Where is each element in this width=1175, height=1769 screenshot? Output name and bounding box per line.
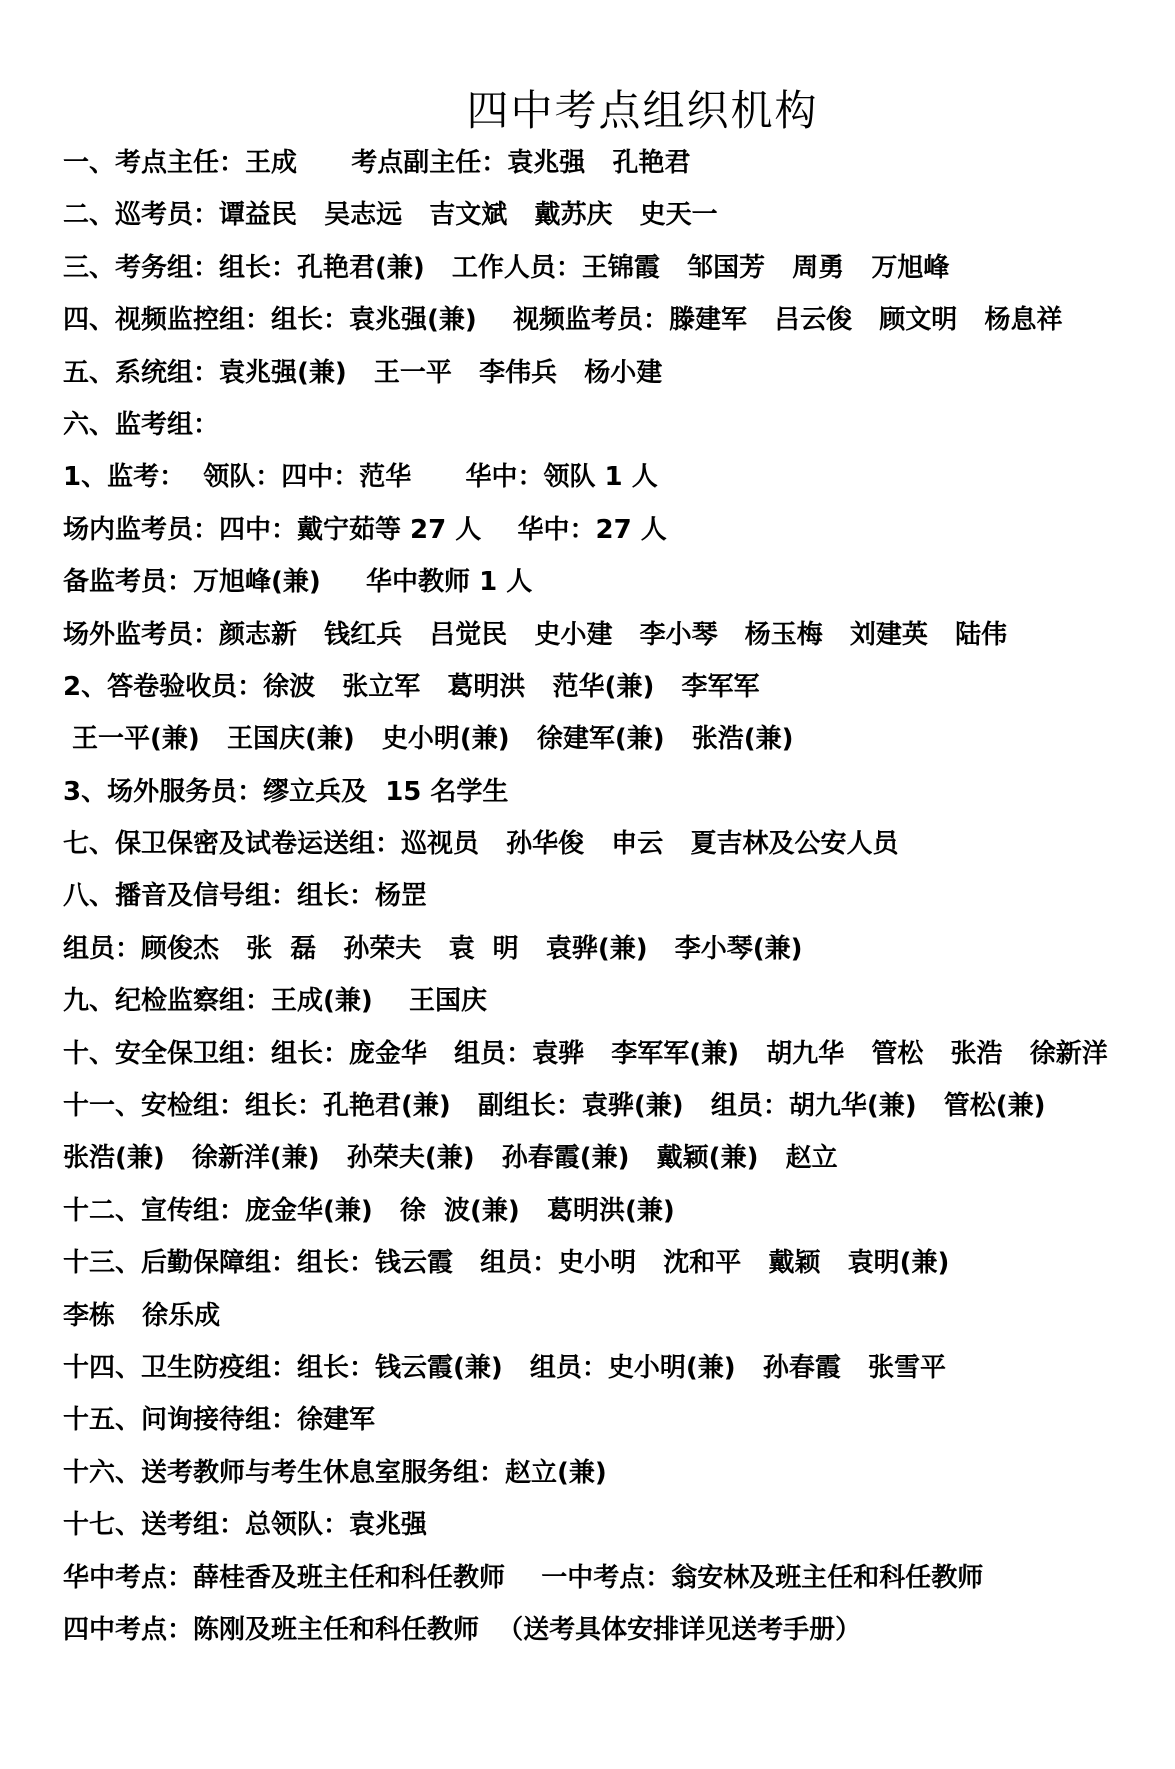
line-9: 备监考员：万旭峰(兼) 华中教师 1 人 <box>63 567 533 598</box>
line-24: 十四、卫生防疫组：组长：钱云霞(兼) 组员：史小明(兼) 孙春霞 张雪平 <box>63 1352 946 1383</box>
line-6: 六、监考组： <box>63 409 220 440</box>
line-29: 四中考点：陈刚及班主任和科任教师 （送考具体安排详见送考手册） <box>63 1614 862 1645</box>
line-2: 二、巡考员：谭益民 吴志远 吉文斌 戴苏庆 史天一 <box>63 200 718 231</box>
line-8: 场内监考员：四中：戴宁茹等 27 人 华中：27 人 <box>63 514 667 545</box>
line-13: 3、场外服务员：缪立兵及 15 名学生 <box>63 776 509 807</box>
line-28: 华中考点：薛桂香及班主任和科任教师 一中考点：翁安林及班主任和科任教师 <box>63 1562 984 1593</box>
line-3: 三、考务组：组长：孔艳君(兼) 工作人员：王锦霞 邹国芳 周勇 万旭峰 <box>63 252 950 283</box>
line-7: 1、监考： 领队：四中：范华 华中：领队 1 人 <box>63 462 658 493</box>
line-1: 一、考点主任：王成 考点副主任：袁兆强 孔艳君 <box>63 148 691 178</box>
line-4: 四、视频监控组：组长：袁兆强(兼) 视频监考员：滕建军 吕云俊 顾文明 杨息祥 <box>63 305 1063 336</box>
line-5: 五、系统组：袁兆强(兼) 王一平 李伟兵 杨小建 <box>63 357 663 388</box>
line-10: 场外监考员：颜志新 钱红兵 吕觉民 史小建 李小琴 杨玉梅 刘建英 陆伟 <box>63 619 1008 650</box>
line-12: 王一平(兼) 王国庆(兼) 史小明(兼) 徐建军(兼) 张浩(兼) <box>63 724 794 755</box>
line-17: 九、纪检监察组：王成(兼) 王国庆 <box>63 986 487 1017</box>
line-15: 八、播音及信号组：组长：杨罡 <box>63 881 428 912</box>
line-18: 十、安全保卫组：组长：庞金华 组员：袁骅 李军军(兼) 胡九华 管松 张浩 徐新洋 <box>63 1038 1108 1069</box>
line-25: 十五、问询接待组：徐建军 <box>63 1405 376 1436</box>
line-14: 七、保卫保密及试卷运送组：巡视员 孙华俊 申云 夏吉林及公安人员 <box>63 829 899 860</box>
line-19: 十一、安检组：组长：孔艳君(兼) 副组长：袁骅(兼) 组员：胡九华(兼) 管松(兼) <box>63 1091 1046 1122</box>
line-23: 李栋 徐乐成 <box>63 1300 221 1331</box>
line-26: 十六、送考教师与考生休息室服务组：赵立(兼) <box>63 1457 607 1488</box>
line-21: 十二、宣传组：庞金华(兼) 徐 波(兼) 葛明洪(兼) <box>63 1195 675 1226</box>
line-20: 张浩(兼) 徐新洋(兼) 孙荣夫(兼) 孙春霞(兼) 戴颖(兼) 赵立 <box>63 1143 838 1174</box>
page-title: 四中考点组织机构 <box>466 86 819 135</box>
organization-list <box>63 145 1163 1664</box>
line-27: 十七、送考组：总领队：袁兆强 <box>63 1510 428 1541</box>
line-16: 组员：顾俊杰 张 磊 孙荣夫 袁 明 袁骅(兼) 李小琴(兼) <box>63 933 803 964</box>
line-22: 十三、后勤保障组：组长：钱云霞 组员：史小明 沈和平 戴颖 袁明(兼) <box>63 1248 950 1279</box>
line-11: 2、答卷验收员：徐波 张立军 葛明洪 范华(兼) 李军军 <box>63 671 760 702</box>
